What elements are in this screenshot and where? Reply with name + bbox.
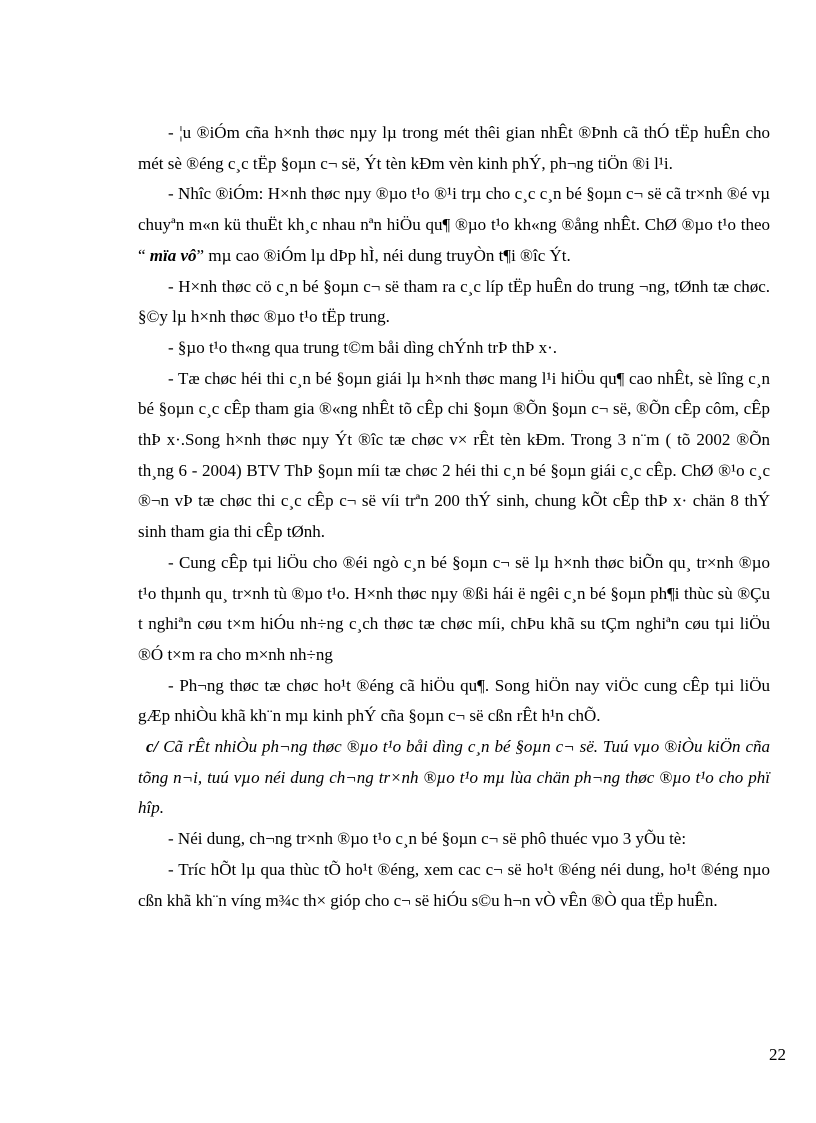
paragraph-text: Cã rÊt nhiÒu ph¬ng thøc ®µo t¹o båi dìng c¸n bé §oµn c¬ së. Tuú vµo ®iÒu kiÖn cña tõng n¬i, tuú vµo néi dung ch¬ng tr×nh ®µo t¹o mµ lùa chän ph¬ng thøc ®µo t¹o cho phï hîp. (138, 737, 770, 818)
paragraph-contest (138, 364, 770, 548)
paragraph-section-c (138, 732, 770, 824)
paragraph-text: ” mµ cao ®iÓm lµ dÞp hÌ, néi dung truyÒn t¶i ®îc Ýt. (196, 245, 571, 265)
paragraph-text: - Néi dung, ch¬ng tr×nh ®µo t¹o c¸n bé §oµn c¬ së phô thuéc vµo 3 yÕu tè: (168, 829, 687, 849)
paragraph-text: - Tæ chøc héi thi c¸n bé §oµn giái lµ h×nh thøc mang l¹i hiÖu qu¶ cao nhÊt, sè lîng c¸n bé §oµn c¸c cÊp tham gia ®«ng nhÊt tõ cÊp chi §oµn ®Õn §oµn c¬ së, ®Õn cÊp côm, cÊp thÞ x·.Song h×nh thøc nµy Ýt ®îc tæ chøc v× rÊt tèn kÐm. Trong 3 n¨m ( tõ 2002 ®Õn th¸ng 6 - 2004) BTV ThÞ §oµn míi tæ chøc 2 héi thi c¸n bé §oµn giái c¸c cÊp. ChØ ®¹o c¸c ®¬n vÞ tæ chøc thi c¸c cÊp c¬ së víi trªn 200 thÝ sinh, chung kÕt cÊp thÞ x· chän 8 thÝ sinh tham gia thi cÊp tØnh. (138, 368, 770, 542)
paragraph-training-center (138, 333, 770, 364)
paragraph-text: - Nhîc ®iÓm: H×nh thøc nµy ®µo t¹o ®¹i trµ cho c¸c c¸n bé §oµn c¬ së cã tr×nh ®é vµ chuyªn m«n kü thuËt kh¸c nhau nªn hiÖu qu¶ ®µo t¹o kh«ng ®ång nhÊt. ChØ ®µo t¹o theo “ (138, 184, 770, 265)
paragraph-send-cadres (138, 272, 770, 333)
paragraph-content (138, 824, 770, 855)
paragraph-text: - Tríc hÕt lµ qua thùc tÕ ho¹t ®éng, xem cac c¬ së ho¹t ®éng néi dung, ho¹t ®éng nµo cßn khã kh¨n víng m¾c th× gióp cho c¬ së hiÓu s©u h¬n vÒ vÊn ®Ò qua tËp huÊn. (138, 859, 770, 910)
paragraph-first (138, 855, 770, 916)
emphasis-text: mïa vô (149, 245, 197, 265)
section-marker: c/ (146, 737, 159, 757)
paragraph-text: - §µo t¹o th«ng qua trung t©m båi dìng chÝnh trÞ thÞ x·. (168, 337, 558, 357)
paragraph-text: - H×nh thøc cö c¸n bé §oµn c¬ së tham ra c¸c líp tËp huÊn do trung ¬ng, tØnh tæ chøc. §©y lµ h×nh thøc ®µo t¹o tËp trung. (138, 276, 770, 327)
paragraph-advantages (138, 118, 770, 179)
paragraph-documents (138, 548, 770, 671)
paragraph-text: - Cung cÊp tµi liÖu cho ®éi ngò c¸n bé §oµn c¬ së lµ h×nh thøc biÕn qu¸ tr×nh ®µo t¹o thµnh qu¸ tr×nh tù ®µo t¹o. H×nh thøc nµy ®ßi hái ë ngêi c¸n bé §oµn ph¶i thùc sù ®Çu t nghiªn cøu t×m hiÓu nh÷ng c¸ch thøc tæ chøc míi, chÞu khã su tÇm nghiªn cøu tµi liÖu ®Ó t×m ra cho m×nh nh÷ng (138, 552, 770, 664)
page-number: 22 (769, 1045, 786, 1064)
body-text (138, 118, 770, 916)
paragraph-text: - Ph¬ng thøc tæ chøc ho¹t ®éng cã hiÖu qu¶. Song hiÖn nay viÖc cung cÊp tµi liÖu gÆp nhiÒu khã kh¨n mµ kinh phÝ cña §oµn c¬ së cßn rÊt h¹n chÕ. (138, 675, 770, 726)
paragraph-methods (138, 671, 770, 732)
paragraph-text: - ¦u ®iÓm cña h×nh thøc nµy lµ trong mét thêi gian nhÊt ®Þnh cã thÓ tËp huÊn cho mét sè ®éng c¸c tËp §oµn c¬ së, Ýt tèn kÐm vèn kinh phÝ, ph¬ng tiÖn ®i l¹i. (138, 123, 770, 173)
paragraph-disadvantages (138, 179, 770, 271)
